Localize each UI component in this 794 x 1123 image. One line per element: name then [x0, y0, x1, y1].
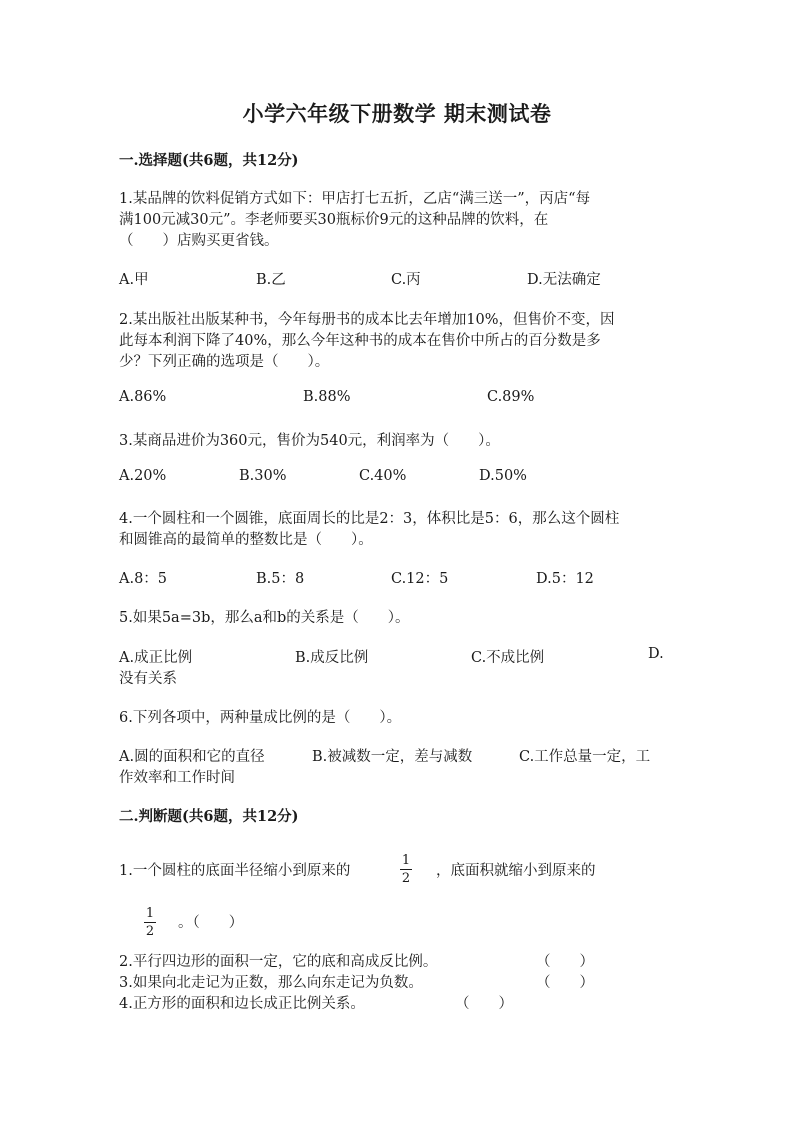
option-d: D. [648, 646, 664, 662]
option-a: A.86% [119, 389, 167, 405]
option-d-continued: 没有关系 [119, 671, 177, 687]
option-c: C.不成比例 [471, 650, 545, 666]
exam-title: 小学六年级下册数学 期末测试卷 [242, 101, 552, 126]
judgment-text: 3.如果向北走记为正数，那么向东走记为负数。 [119, 975, 423, 991]
option-c: C.12：5 [391, 571, 449, 587]
fraction-denominator: 2 [401, 871, 411, 886]
option-a: A.圆的面积和它的直径 [119, 749, 265, 765]
option-c: C.工作总量一定，工 [519, 749, 651, 765]
option-b: B.88% [303, 389, 351, 405]
question-text: 1.某品牌的饮料促销方式如下：甲店打七五折，乙店“满三送一”，丙店“每 [119, 191, 591, 207]
fraction-bar [144, 922, 156, 923]
option-d: D.5：12 [536, 571, 594, 587]
section-heading-judgment: 二.判断题(共6题，共12分) [119, 808, 299, 825]
option-d: D.50% [479, 468, 527, 484]
fraction-bar [400, 869, 412, 870]
question-text: 少？下列正确的选项是（ ）。 [119, 354, 330, 370]
judgment-text: 2.平行四边形的面积一定，它的底和高成反比例。 [119, 954, 438, 970]
option-b: B.乙 [256, 272, 286, 288]
option-c: C.40% [359, 468, 407, 484]
option-c: C.丙 [391, 272, 421, 288]
question-text: 4.一个圆柱和一个圆锥，底面周长的比是2：3，体积比是5：6，那么这个圆柱 [119, 511, 620, 527]
judgment-text: 1.一个圆柱的底面半径缩小到原来的 [119, 863, 351, 879]
option-b: B.30% [239, 468, 287, 484]
section-heading-choice: 一.选择题(共6题，共12分) [119, 152, 299, 169]
fraction-numerator: 1 [145, 906, 155, 921]
fraction [144, 906, 156, 939]
fraction-denominator: 2 [145, 924, 155, 939]
fraction [400, 853, 412, 886]
question-text: 3.某商品进价为360元，售价为540元，利润率为（ ）。 [119, 433, 500, 449]
answer-blank: （ ） [536, 954, 594, 970]
question-text: 此每本利润下降了40%，那么今年这种书的成本在售价中所占的百分数是多 [119, 333, 601, 349]
judgment-text: ，底面积就缩小到原来的 [436, 863, 596, 879]
question-text: （ ）店购买更省钱。 [119, 233, 279, 249]
option-b: B.成反比例 [295, 650, 369, 666]
answer-blank: （ ） [455, 996, 513, 1012]
option-d: D.无法确定 [527, 272, 601, 288]
option-a: A.20% [119, 468, 167, 484]
option-a: A.甲 [119, 272, 149, 288]
option-c: C.89% [487, 389, 535, 405]
fraction-numerator: 1 [401, 853, 411, 868]
question-text: 满100元减30元”。李老师要买30瓶标价9元的这种品牌的饮料，在 [119, 212, 549, 228]
option-b: B.被减数一定，差与减数 [312, 749, 473, 765]
option-b: B.5：8 [256, 571, 305, 587]
question-text: 和圆锥高的最简单的整数比是（ ）。 [119, 532, 373, 548]
judgment-text: 4.正方形的面积和边长成正比例关系。 [119, 996, 365, 1012]
question-text: 5.如果5a=3b，那么a和b的关系是（ ）。 [119, 610, 410, 626]
option-c-continued: 作效率和工作时间 [119, 770, 235, 786]
option-a: A.8：5 [119, 571, 168, 587]
answer-blank: （ ） [536, 975, 594, 991]
question-text: 2.某出版社出版某种书，今年每册书的成本比去年增加10%，但售价不变，因 [119, 312, 615, 328]
question-text: 6.下列各项中，两种量成比例的是（ ）。 [119, 710, 402, 726]
answer-blank: 。（ ） [178, 915, 244, 931]
option-a: A.成正比例 [119, 650, 193, 666]
